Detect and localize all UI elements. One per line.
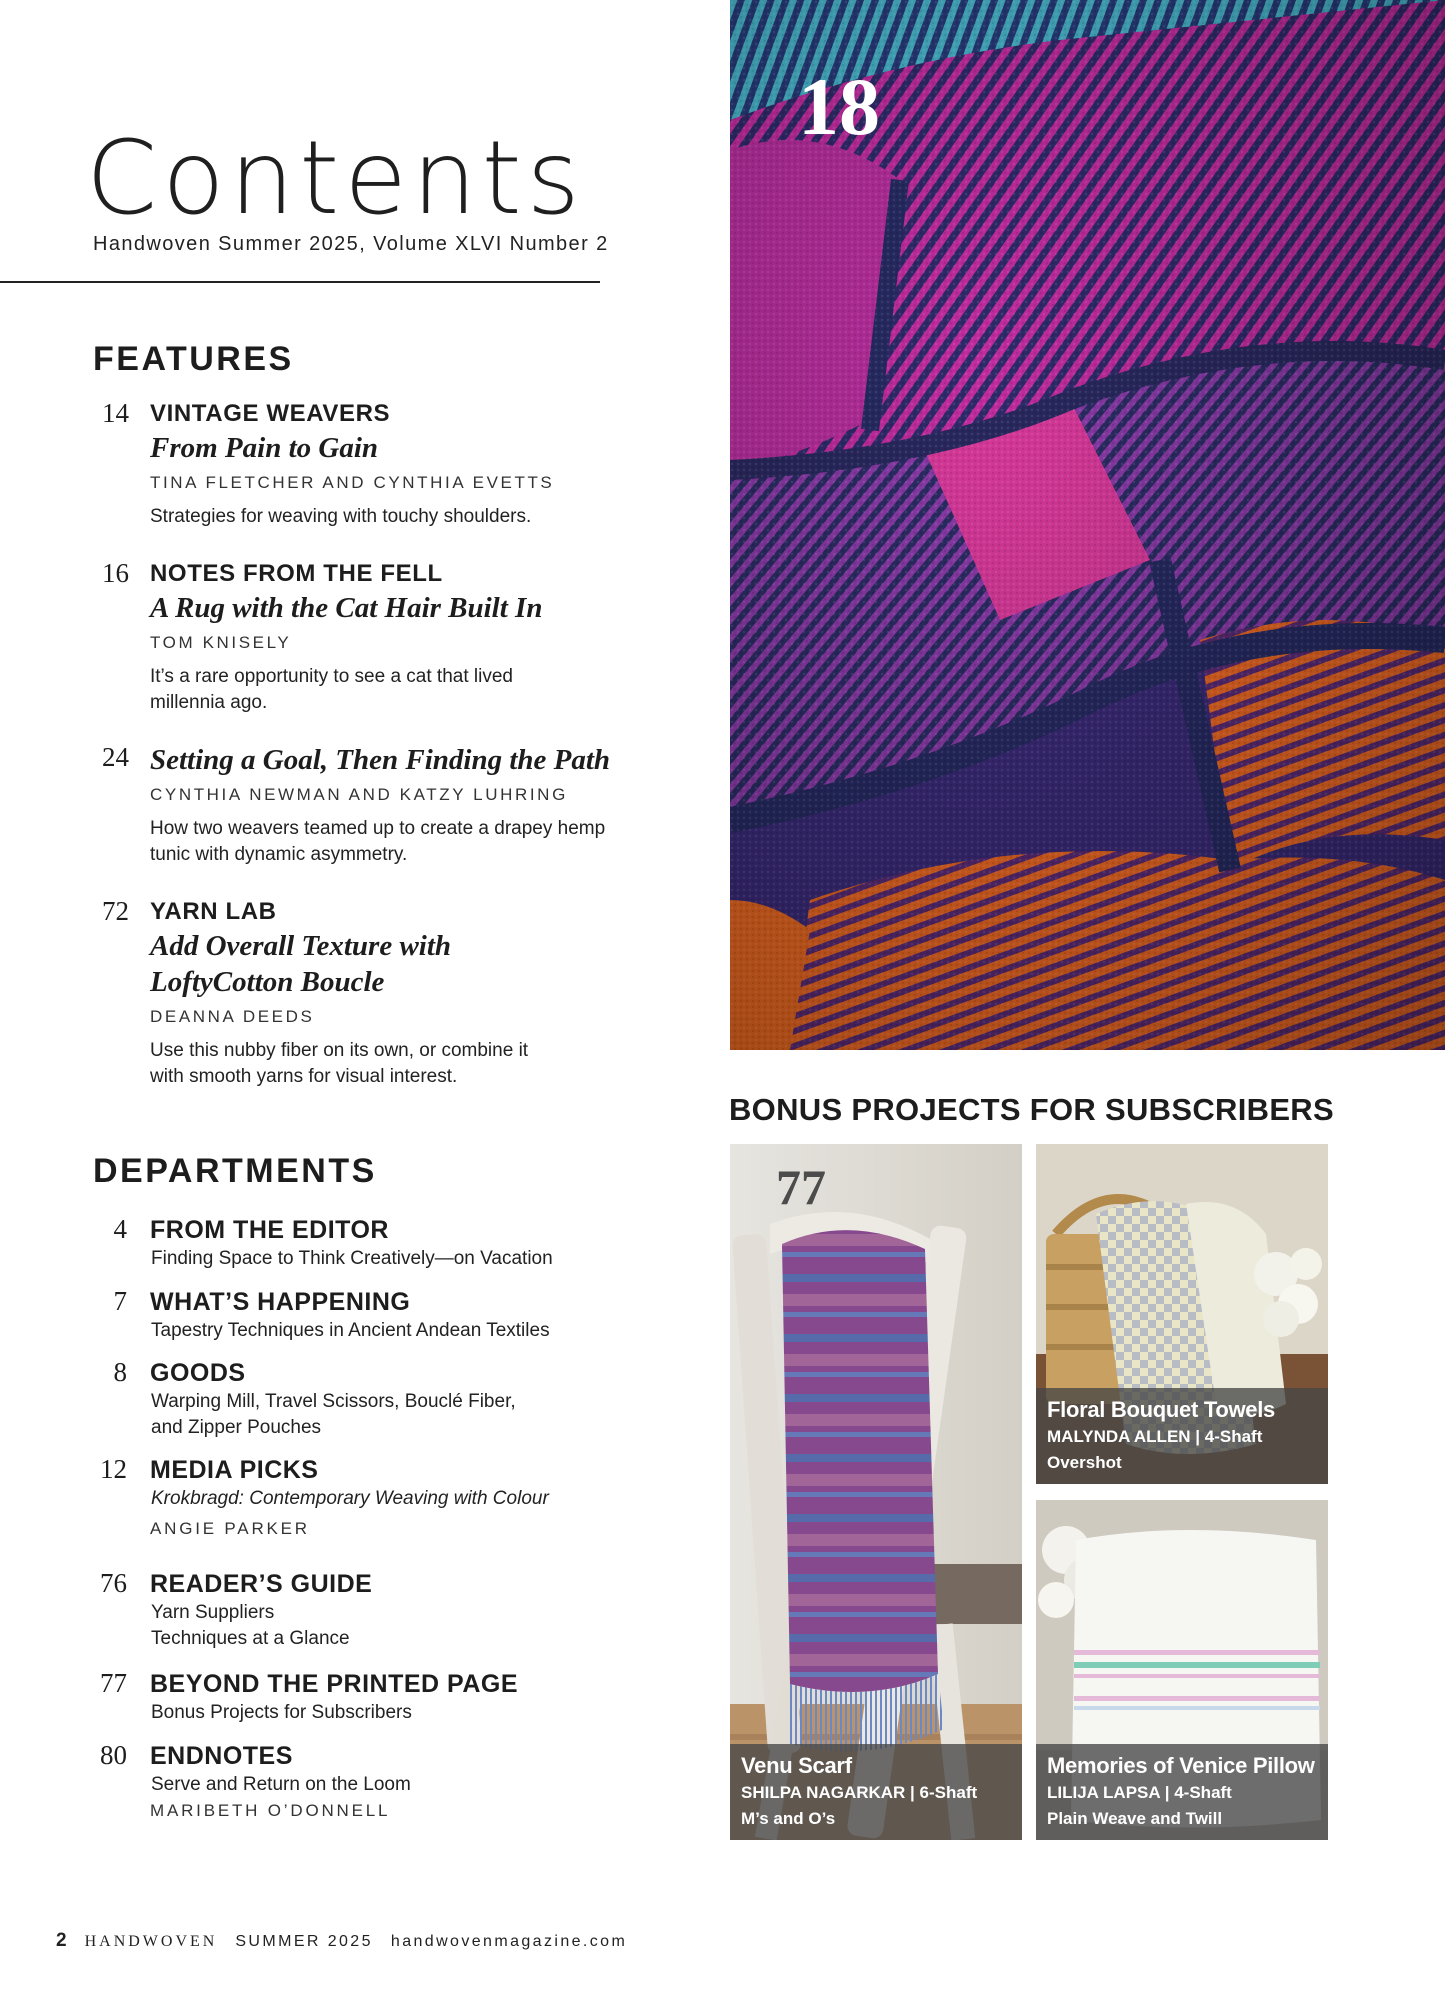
department-subtitle: Techniques at a Glance [151, 1628, 350, 1649]
feature-byline: TOM KNISELY [150, 633, 292, 652]
page-title: Contents [86, 119, 585, 238]
feature-description [150, 1038, 690, 1090]
project-structure: Plain Weave and Twill [1047, 1809, 1223, 1828]
project-designer: MALYNDA ALLEN | 4-Shaft [1047, 1427, 1263, 1446]
description-line: Use this nubby fiber on its own, or combine it [150, 1040, 529, 1061]
department-title: WHAT’S HAPPENING [150, 1288, 411, 1316]
department-page-number: 8 [113, 1357, 127, 1387]
feature-byline: DEANNA DEEDS [150, 1007, 315, 1026]
title-line: LoftyCotton Boucle [150, 966, 385, 998]
description-line: with smooth yarns for visual interest. [150, 1066, 458, 1087]
feature-department: YARN LAB [150, 898, 277, 925]
feature-byline: TINA FLETCHER AND CYNTHIA EVETTS [150, 473, 555, 492]
feature-department: NOTES FROM THE FELL [150, 560, 443, 587]
department-subtitle: Bonus Projects for Subscribers [151, 1702, 412, 1723]
feature-title [150, 928, 690, 1000]
department-page-number: 80 [100, 1740, 127, 1770]
floral-towels-photo[interactable] [1036, 1144, 1328, 1484]
department-subtitle: Krokbragd: Contemporary Weaving with Colour [151, 1488, 549, 1509]
description-line: It’s a rare opportunity to see a cat that lived [150, 666, 513, 687]
department-title: READER’S GUIDE [150, 1570, 373, 1598]
department-page-number: 4 [113, 1214, 127, 1244]
scarf-caption [730, 1744, 1022, 1840]
title-divider [0, 281, 600, 283]
feature-department: VINTAGE WEAVERS [150, 400, 391, 427]
website-link[interactable]: handwovenmagazine.com [390, 1933, 628, 1950]
department-subtitle: Finding Space to Think Creatively—on Vacation [151, 1248, 553, 1269]
pillow-caption [1036, 1744, 1328, 1840]
description-line: How two weavers teamed up to create a drapey hemp [150, 818, 606, 839]
feature-description: Strategies for weaving with touchy shoulders. [150, 506, 532, 527]
department-subtitle: Serve and Return on the Loom [151, 1774, 411, 1795]
feature-title: Setting a Goal, Then Finding the Path [150, 744, 611, 776]
features-heading: FEATURES [93, 340, 294, 378]
hero-page-number: 18 [798, 61, 880, 152]
folio-page-number: 2 [56, 1930, 67, 1951]
towels-caption [1036, 1388, 1328, 1484]
department-byline: MARIBETH O’DONNELL [150, 1801, 391, 1820]
feature-description [150, 664, 690, 716]
department-page-number: 12 [100, 1454, 127, 1484]
department-title: FROM THE EDITOR [150, 1216, 389, 1244]
project-title: Memories of Venice Pillow [1047, 1753, 1315, 1778]
feature-description [150, 816, 690, 868]
scarf-page-number: 77 [776, 1159, 826, 1215]
department-subtitle: Tapestry Techniques in Ancient Andean Textiles [151, 1320, 550, 1341]
department-subtitle: Warping Mill, Travel Scissors, Bouclé Fiber, [151, 1391, 516, 1412]
page-footer [56, 1930, 627, 1952]
bonus-projects-heading: BONUS PROJECTS FOR SUBSCRIBERS [729, 1092, 1334, 1127]
venu-scarf-photo[interactable] [730, 1144, 1022, 1840]
project-title: Floral Bouquet Towels [1047, 1397, 1275, 1422]
woven-blanket-illustration [730, 0, 1445, 1050]
issue-subtitle: Handwoven Summer 2025, Volume XLVI Number 2 [93, 233, 609, 255]
description-line: millennia ago. [150, 692, 268, 713]
department-subtitle: Yarn Suppliers [151, 1602, 275, 1623]
project-designer: SHILPA NAGARKAR | 6-Shaft [741, 1783, 978, 1802]
feature-page-number: 14 [102, 398, 129, 428]
hero-weaving-photo[interactable] [730, 0, 1445, 1050]
department-page-number: 77 [100, 1668, 127, 1698]
project-structure: M’s and O’s [741, 1809, 836, 1828]
department-byline: ANGIE PARKER [150, 1519, 310, 1538]
feature-page-number: 72 [102, 896, 129, 926]
feature-page-number: 24 [102, 742, 129, 772]
description-line: tunic with dynamic asymmetry. [150, 844, 408, 865]
departments-heading: DEPARTMENTS [93, 1152, 377, 1190]
department-subtitle: and Zipper Pouches [151, 1417, 322, 1438]
department-title: BEYOND THE PRINTED PAGE [150, 1670, 519, 1698]
project-structure: Overshot [1047, 1453, 1122, 1472]
venice-pillow-photo[interactable] [1036, 1500, 1328, 1840]
feature-page-number: 16 [102, 558, 129, 588]
feature-title: From Pain to Gain [150, 432, 379, 464]
department-page-number: 7 [113, 1286, 127, 1316]
department-title: MEDIA PICKS [150, 1456, 319, 1484]
title-line: Add Overall Texture with [150, 930, 452, 962]
project-title: Venu Scarf [741, 1753, 852, 1778]
magazine-name: HANDWOVEN [84, 1933, 218, 1950]
department-title: ENDNOTES [150, 1742, 293, 1770]
department-page-number: 76 [100, 1568, 127, 1598]
department-title: GOODS [150, 1359, 246, 1387]
feature-byline: CYNTHIA NEWMAN AND KATZY LUHRING [150, 785, 568, 804]
scarf-on-chair-illustration [730, 1144, 1022, 1840]
feature-title: A Rug with the Cat Hair Built In [150, 592, 543, 624]
project-designer: LILIJA LAPSA | 4-Shaft [1047, 1783, 1232, 1802]
issue-label: SUMMER 2025 [235, 1933, 373, 1950]
